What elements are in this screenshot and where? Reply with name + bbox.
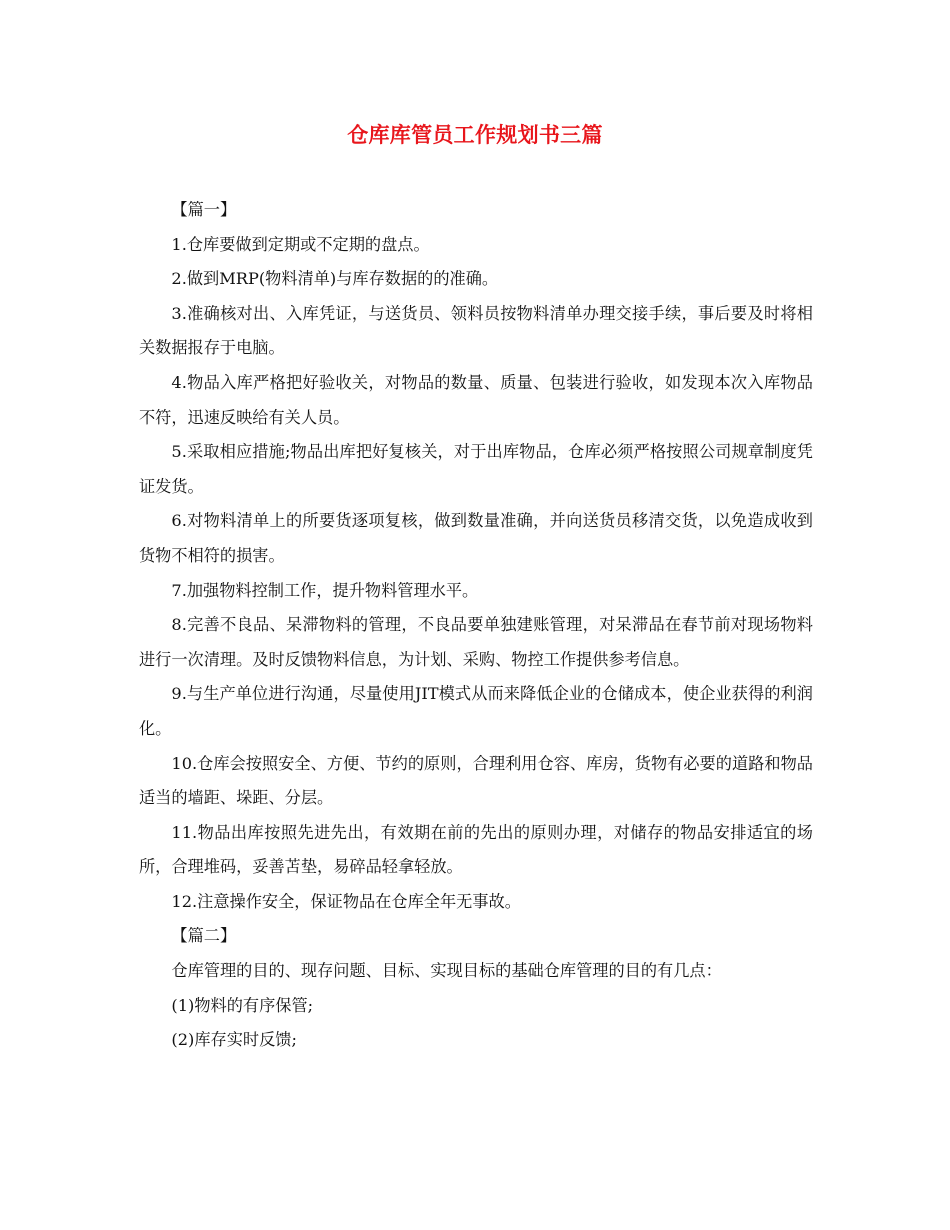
section-two-item-3: (2)库存实时反馈; <box>171 1030 297 1050</box>
section-two-heading: 【篇二】 <box>171 926 237 946</box>
section-two-item-1: 仓库管理的目的、现存问题、目标、实现目标的基础仓库管理的目的有几点： <box>171 961 722 981</box>
section-one-item-9: 9.与生产单位进行沟通，尽量使用JIT模式从而来降低企业的仓储成本，使企业获得的利润化。 <box>139 684 813 738</box>
section-one-item-4: 4.物品入库严格把好验收关，对物品的数量、质量、包装进行验收，如发现本次入库物品不符，迅速反映给有关人员。 <box>139 372 813 427</box>
section-one-item-1: 1.仓库要做到定期或不定期的盘点。 <box>171 234 430 254</box>
section-one-heading: 【篇一】 <box>171 200 237 219</box>
section-one-item-5: 5.采取相应措施;物品出库把好复核关，对于出库物品，仓库必须严格按照公司规章制度凭证发货。 <box>139 442 813 496</box>
section-one-item-7: 7.加强物料控制工作，提升物料管理水平。 <box>171 580 479 600</box>
section-one-item-3: 3.准确核对出、入库凭证，与送货员、领料员按物料清单办理交接手续，事后要及时将相关数据报存于电脑。 <box>139 303 813 358</box>
section-one-item-10: 10.仓库会按照安全、方便、节约的原则，合理利用仓容、库房，货物有必要的道路和物品适当的墙距、垛距、分层。 <box>139 753 813 808</box>
section-two-item-2: (1)物料的有序保管; <box>171 995 314 1015</box>
section-one-item-6: 6.对物料清单上的所要货逐项复核，做到数量准确，并向送货员移清交货，以免造成收到货物不相符的损害。 <box>139 511 813 565</box>
section-one-item-12: 12.注意操作安全，保证物品在仓库全年无事故。 <box>171 891 521 911</box>
document-body <box>139 193 813 1058</box>
section-one-item-8: 8.完善不良品、呆滞物料的管理，不良品要单独建账管理，对呆滞品在春节前对现场物料进行一次清理。及时反馈物料信息，为计划、采购、物控工作提供参考信息。 <box>139 615 813 669</box>
section-one-item-2: 2.做到MRP(物料清单)与库存数据的的准确。 <box>171 269 499 289</box>
document-title: 仓库库管员工作规划书三篇 <box>347 123 603 147</box>
section-one-item-11: 11.物品出库按照先进先出，有效期在前的先出的原则办理，对储存的物品安排适宜的场所，合理堆码，妥善苫垫，易碎品轻拿轻放。 <box>139 822 813 877</box>
